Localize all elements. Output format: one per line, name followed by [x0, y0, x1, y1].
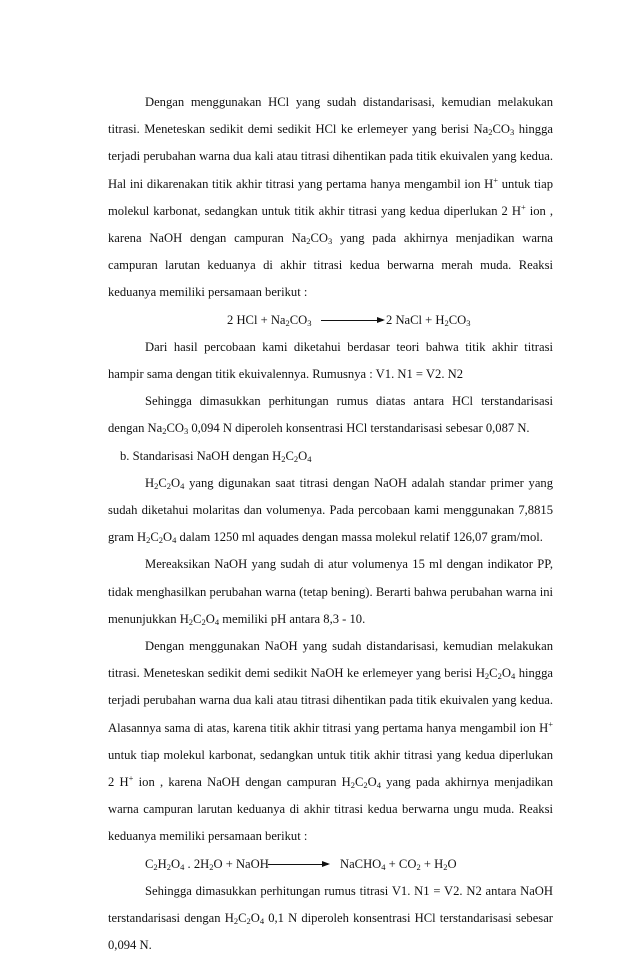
paragraph-3: Sehingga dimasukkan perhitungan rumus diatas antara HCl terstandarisasi dengan $Na_2CO_3$ 0,094 N diperoleh konsentrasi HCl terstandarisasi sebesar 0,087 N.	[108, 394, 553, 437]
reaction-arrow-icon	[268, 864, 328, 865]
paragraph-2: Dari hasil percobaan kami diketahui berdasar teori bahwa titik akhir titrasi hampir sama dengan titik ekuivalennya. Rumusnya : V1. N1 = V2. N2	[108, 339, 553, 382]
equation-1-left: 2 HCl + $Na_2CO_3$	[227, 312, 312, 328]
equation-2-left: $C_2H_2O_4$ . $2H_2O$ + NaOH	[145, 856, 269, 872]
equation-1-right: 2 NaCl + $H_2CO_3$	[386, 312, 471, 328]
paragraph-4: $H_2C_2O_4$ yang digunakan saat titrasi dengan NaOH adalah standar primer yang sudah diketahui molaritas dan volumenya. Pada percobaan kami menggunakan 7,8815 gram $H_2C_2O_4$ dalam 1250 ml aquades dengan massa molekul relatif 126,07 gram/mol.	[108, 475, 553, 546]
equation-2	[108, 851, 553, 878]
section-b-heading: b. Standarisasi NaOH dengan $H_2C_2O_4$	[120, 448, 312, 464]
paragraph-6: Dengan menggunakan NaOH yang sudah distandarisasi, kemudian melakukan titrasi. Meneteskan sedikit demi sedikit NaOH ke erlemeyer yang berisi $H_2C_2O_4$ hingga terjadi perubahan warna dua kali atau titrasi dihentikan pada titik ekuivalen yang kedua. Alasannya sama di atas, karena titik akhir titrasi yang pertama hanya mengambil ion H+ untuk tiap molekul karbonat, sedangkan untuk titik akhir titrasi yang kedua diperlukan 2 H+ ion , karena NaOH dengan campuran $H_2C_2O_4$ yang pada akhirnya menjadikan warna campuran larutan keduanya di akhir titrasi kedua berwarna ungu muda. Reaksi keduanya memiliki persamaan berikut :	[108, 639, 553, 844]
paragraph-1: Dengan menggunakan HCl yang sudah distandarisasi, kemudian melakukan titrasi. Meneteskan sedikit demi sedikit HCl ke erlemeyer yang berisi $Na_2CO_3$ hingga terjadi perubahan warna dua kali atau titrasi dihentikan pada titik ekuivalen yang kedua. Hal ini dikarenakan titik akhir titrasi yang pertama hanya mengambil ion H+ untuk tiap molekul karbonat, sedangkan untuk titik akhir titrasi yang kedua diperlukan 2 H+ ion , karena NaOH dengan campuran $Na_2CO_3$ yang pada akhirnya menjadikan warna campuran larutan keduanya di akhir titrasi kedua berwarna merah muda. Reaksi keduanya memiliki persamaan berikut :	[108, 95, 553, 300]
reaction-arrow-icon	[321, 320, 383, 321]
paragraph-5: Mereaksikan NaOH yang sudah di atur volumenya 15 ml dengan indikator PP, tidak menghasilkan perubahan warna (tetap bening). Berarti bahwa perubahan warna ini menunjukkan $H_2C_2O_4$ memiliki pH antara 8,3 - 10.	[108, 557, 553, 627]
equation-1	[108, 307, 553, 334]
equation-2-right: NaCHO$_4$ + $CO_2 + H_2O$	[340, 856, 457, 872]
paragraph-7: Sehingga dimasukkan perhitungan rumus titrasi V1. N1 = V2. N2 antara NaOH terstandarisasi dengan $H_2C_2O_4$ 0,1 N diperoleh konsentrasi HCl terstandarisasi sebesar 0,094 N.	[108, 883, 553, 953]
